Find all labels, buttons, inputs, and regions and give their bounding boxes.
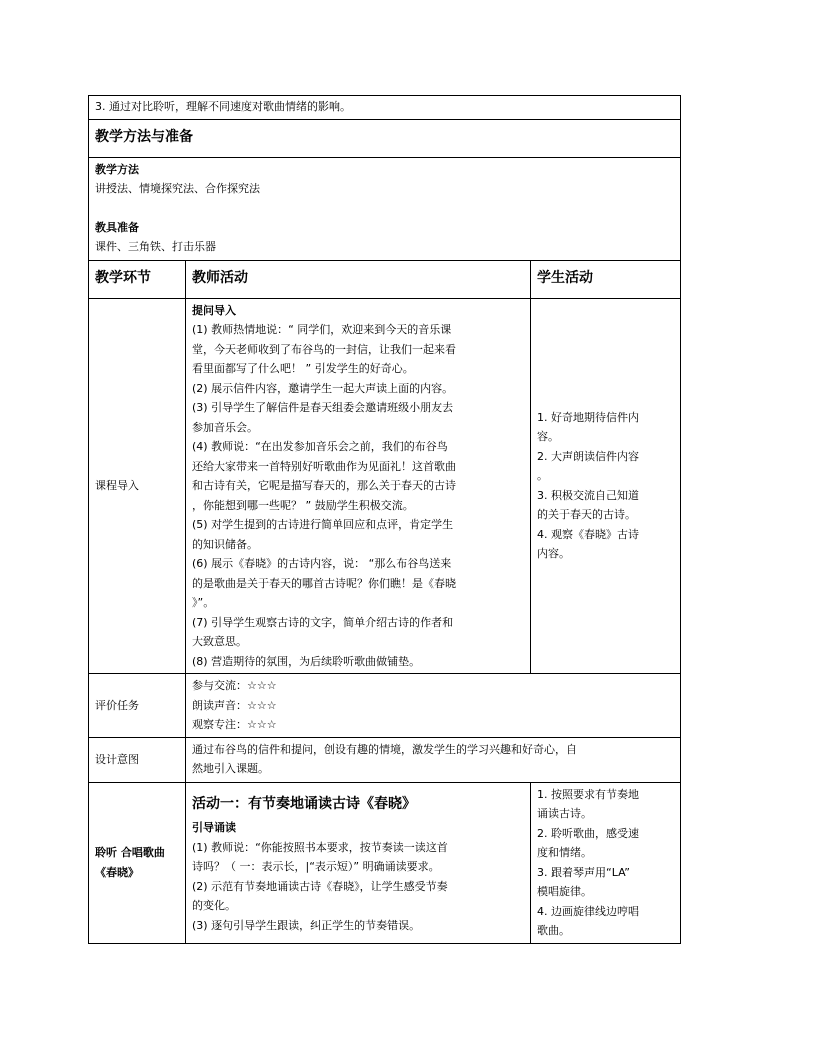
evaluation-item: 参与交流：☆☆☆ [192,679,277,692]
design-line: 然地引入课题。 [192,762,269,775]
methods-title-row [89,119,681,157]
activity-stage-line: 聆听 合唱歌曲 [95,846,165,859]
teacher-line: 看里面都写了什么吧！ ” 引发学生的好奇心。 [192,362,414,375]
activity-student-line: 3. 跟着琴声用“LA” [537,865,630,879]
teacher-line: (7) 引导学生观察古诗的文字，简单介绍古诗的作者和 [192,615,454,629]
teacher-line: (4) 教师说：“在出发参加音乐会之前，我们的布谷鸟 [192,440,448,453]
teacher-line: 》”。 [192,596,215,609]
intro-stage-label: 课程导入 [89,298,186,674]
student-line: 2. 大声朗读信件内容 [537,449,639,463]
tools-label: 教具准备 [95,220,139,234]
method-label: 教学方法 [95,162,139,176]
evaluation-item: 朗读声音：☆☆☆ [192,698,277,712]
student-line: 3. 积极交流自己知道 [537,488,639,502]
teacher-line: (5) 对学生提到的古诗进行简单回应和点评，肯定学生 [192,518,454,531]
methods-section-title: 教学方法与准备 [95,129,193,146]
activity-teacher-line: (2) 示范有节奏地诵读古诗《春晓》，让学生感受节奏 [192,879,448,893]
teacher-line: ，你能想到哪一些呢？ ” 鼓励学生积极交流。 [192,498,414,512]
intro-row [89,298,681,674]
teacher-line: 和古诗有关，它呢是描写春天的，那么关于春天的古诗 [192,479,456,492]
activity-stage-line: 《春晓》 [95,865,139,879]
teacher-line: 的是歌曲是关于春天的哪首古诗呢？你们瞧！是《春晓 [192,576,456,590]
activity-teacher-line: 诗吗？（ 一：表示长，|“表示短）” 明确诵读要求。 [192,860,440,873]
activity-teacher-line: (1) 教师说：“你能按照书本要求，按节奏读一读这首 [192,840,448,854]
activity-student-line: 诵读古诗。 [537,807,592,820]
teacher-line: (3) 引导学生了解信件是春天组委会邀请班级小朋友去 [192,401,454,414]
activity-student-line: 度和情绪。 [537,846,592,859]
activity-student-line: 2. 聆听歌曲，感受速 [537,826,639,840]
student-line: 1. 好奇地期待信件内 [537,410,639,424]
teacher-line: 还给大家带来一首特别好听歌曲作为见面礼！这首歌曲 [192,459,456,473]
evaluation-row [89,674,681,738]
methods-content-row [89,157,681,260]
header-teacher: 教师活动 [192,270,248,287]
teacher-line: (8) 营造期待的氛围，为后续聆听歌曲做铺垫。 [192,654,421,668]
student-line: 的关于春天的古诗。 [537,508,636,522]
evaluation-item: 观察专注：☆☆☆ [192,718,277,731]
activity-student-line: 4. 边画旋律线边哼唱 [537,904,639,918]
activity-row [89,782,681,943]
activity-teacher-line: 的变化。 [192,899,236,912]
activity-title: 活动一：有节奏地诵读古诗《春晓》 [192,795,416,812]
column-header-row [89,260,681,298]
activity-student-line: 1. 按照要求有节奏地 [537,787,639,801]
tools-text: 课件、三角铁、打击乐器 [95,240,216,253]
activity-student-line: 歌曲。 [537,924,570,937]
teacher-line: (2) 展示信件内容，邀请学生一起大声读上面的内容。 [192,381,454,395]
design-label: 设计意图 [89,737,186,782]
teacher-line: (6) 展示《春晓》的古诗内容，说： “那么布谷鸟送来 [192,557,452,570]
student-line: 内容。 [537,547,570,561]
intro-title: 提问导入 [192,303,236,317]
student-line: 容。 [537,430,559,444]
evaluation-label: 评价任务 [89,674,186,738]
teacher-line: 的知识储备。 [192,537,258,551]
method-text: 讲授法、情境探究法、合作探究法 [95,182,260,195]
header-student: 学生活动 [537,270,593,287]
objective-3-text: 3. 通过对比聆听，理解不同速度对歌曲情绪的影响。 [89,96,681,120]
teacher-line: 堂，今天老师收到了布谷鸟的一封信，让我们一起来看 [192,342,456,356]
objective-row [89,96,681,120]
student-line: 4. 观察《春晓》古诗 [537,527,639,541]
design-row [89,737,681,782]
lesson-plan-document [88,95,680,944]
lesson-plan-table [88,95,681,944]
activity-teacher-line: (3) 逐句引导学生跟读，纠正学生的节奏错误。 [192,918,421,932]
activity-student-line: 模唱旋律。 [537,885,592,898]
header-stage: 教学环节 [95,270,151,287]
teacher-line: 参加音乐会。 [192,420,258,434]
activity-subtitle: 引导诵读 [192,821,236,834]
teacher-line: (1) 教师热情地说：“ 同学们，欢迎来到今天的音乐课 [192,323,452,336]
teacher-line: 大致意思。 [192,635,247,648]
design-line: 通过布谷鸟的信件和提问，创设有趣的情境，激发学生的学习兴趣和好奇心，自 [192,742,577,756]
student-line: 。 [537,469,548,483]
